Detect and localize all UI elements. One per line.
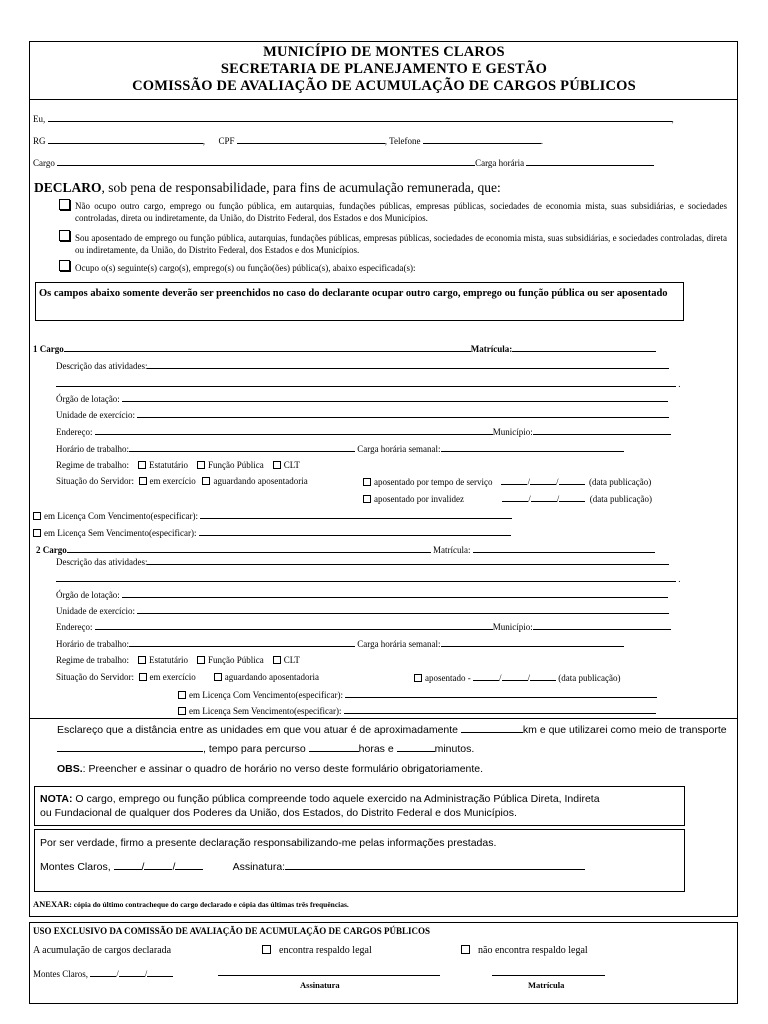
transport-field[interactable] xyxy=(57,743,203,752)
commission-no-checkbox[interactable] xyxy=(461,945,470,954)
cargo1-licenca-sem-checkbox[interactable] xyxy=(33,529,41,537)
cargo2-orgao-label: Órgão de lotação: xyxy=(56,590,120,600)
anexar-line xyxy=(33,899,349,910)
cargo2-municipio-field[interactable] xyxy=(533,621,671,630)
commission-matricula-line[interactable] xyxy=(492,967,605,976)
cargo2-licenca-sem-checkbox[interactable] xyxy=(178,707,186,715)
cargo2-horario-label: Horário de trabalho: xyxy=(56,639,129,649)
cargo2-aposentado-label: aposentado - xyxy=(425,673,471,683)
cargo1-licenca-com-label: em Licença Com Vencimento(especificar): xyxy=(44,511,199,521)
cargo2-exercicio-checkbox[interactable] xyxy=(139,673,147,681)
cargo1-carga-label: Carga horária semanal: xyxy=(357,444,441,454)
nota-text1: O cargo, emprego ou função pública compreende todo aquele exercido na Administração Pública Direta, Indireta xyxy=(72,793,600,805)
distance-part3: , tempo para percurso xyxy=(203,743,306,755)
cargo-field[interactable] xyxy=(57,157,475,166)
cargo2-descricao-field[interactable] xyxy=(147,556,669,565)
cargo2-descricao-field2[interactable] xyxy=(56,573,676,582)
telefone-label: Telefone xyxy=(389,136,421,146)
option3-text: Ocupo o(s) seguinte(s) cargo(s), emprego(s) ou função(ões) pública(s), abaixo especificada(s): xyxy=(75,263,416,273)
cargo1-orgao-label: Órgão de lotação: xyxy=(56,394,120,404)
distance-part5: minutos. xyxy=(434,743,475,755)
commission-day[interactable] xyxy=(90,968,116,977)
cargo2-carga-label: Carga horária semanal: xyxy=(357,639,441,649)
rg-label: RG xyxy=(33,136,46,146)
cargo1-exercicio-checkbox[interactable] xyxy=(139,477,147,485)
cargo2-orgao-row xyxy=(56,589,668,601)
commission-signature-line[interactable] xyxy=(218,967,440,976)
signature-row: Montes Claros, / / Assinatura: xyxy=(40,861,585,874)
cargo2-matricula-field[interactable] xyxy=(473,544,655,553)
option2-checkbox[interactable] xyxy=(59,230,70,241)
option3-checkbox[interactable] xyxy=(59,260,70,271)
cargo1-aguardando-checkbox[interactable] xyxy=(202,477,210,485)
cargo1-municipio-label: Município: xyxy=(492,427,533,437)
declaro-line xyxy=(34,180,501,196)
cargo2-unidade-field[interactable] xyxy=(137,605,669,614)
commission-no-label: não encontra respaldo legal xyxy=(478,945,588,956)
cargo1-endereco-row xyxy=(56,426,671,438)
cargo1-licenca-com-field[interactable] xyxy=(200,510,512,519)
cargo1-estatutario-checkbox[interactable] xyxy=(138,461,146,469)
cargo2-municipio-label: Município: xyxy=(492,622,533,632)
cargo1-endereco-field[interactable] xyxy=(95,426,493,435)
cargo1-licenca-sem-row xyxy=(33,527,511,539)
cargo2-aposentado-month[interactable] xyxy=(502,672,528,681)
cargo2-row xyxy=(36,544,655,556)
cargo1-clt-checkbox[interactable] xyxy=(273,461,281,469)
header-divider xyxy=(29,99,738,100)
nota-label: NOTA: xyxy=(40,793,73,805)
commission-assinatura-label: Assinatura xyxy=(300,980,340,990)
cargo2-funcao-label: Função Pública xyxy=(207,655,264,665)
cargo2-regime-label: Regime de trabalho: xyxy=(56,655,129,665)
cargo1-invalidez-checkbox[interactable] xyxy=(363,495,371,503)
obs-label: OBS. xyxy=(57,763,83,775)
distance-part2: km e que utilizarei como meio de transporte xyxy=(522,724,727,736)
cargo2-licenca-sem-label: em Licença Sem Vencimento(especificar): xyxy=(189,706,342,716)
cargo2-aposentado-data-label: (data publicação) xyxy=(558,673,621,683)
obs-line xyxy=(57,763,483,776)
cargo2-estatutario-label: Estatutário xyxy=(148,655,188,665)
signature-field[interactable] xyxy=(285,861,585,870)
cargo1-licenca-sem-field[interactable] xyxy=(199,527,511,536)
cargo1-situacao-label: Situação do Servidor: xyxy=(56,476,134,486)
cargo1-invalidez-data-label: (data publicação) xyxy=(589,494,652,504)
cargo2-descricao-row2: . xyxy=(56,573,681,585)
cargo2-matricula-label: Matrícula: xyxy=(433,545,471,555)
cargo1-regime-label: Regime de trabalho: xyxy=(56,460,129,470)
cargo1-orgao-row xyxy=(56,393,668,405)
commission-row xyxy=(33,945,171,957)
signature-assinatura-label: Assinatura: xyxy=(232,861,286,873)
cargo1-invalidez-month[interactable] xyxy=(531,493,557,502)
cargo1-licenca-com-row xyxy=(33,510,512,522)
cargo2-funcao-checkbox[interactable] xyxy=(197,656,205,664)
cargo1-invalidez-year[interactable] xyxy=(559,493,585,502)
rg-field[interactable] xyxy=(48,135,203,144)
cargo1-clt-label: CLT xyxy=(283,460,300,470)
cargo2-estatutario-checkbox[interactable] xyxy=(138,656,146,664)
eu-row: Eu, , xyxy=(33,114,674,124)
signature-text: Por ser verdade, firmo a presente declaração responsabilizando-me pelas informações prestadas. xyxy=(40,837,497,849)
cargo2-situacao-label: Situação do Servidor: xyxy=(56,672,134,682)
cargo1-funcao-checkbox[interactable] xyxy=(197,461,205,469)
cargo1-invalidez-day[interactable] xyxy=(502,493,528,502)
cargo2-clt-label: CLT xyxy=(283,655,300,665)
commission-no-option xyxy=(461,945,588,957)
signature-year[interactable] xyxy=(175,861,203,870)
header-secretariat: SECRETARIA DE PLANEJAMENTO E GESTÃO xyxy=(220,61,548,77)
distance-line2 xyxy=(57,743,474,756)
cargo1-funcao-label: Função Pública xyxy=(207,460,264,470)
distance-line1 xyxy=(57,724,727,737)
cargo2-unidade-label: Unidade de exercício: xyxy=(56,606,135,616)
cargo1-horario-field[interactable] xyxy=(129,443,355,452)
cargo2-aguardando-label: aguardando aposentadoria xyxy=(224,672,319,682)
cargo1-municipio-field[interactable] xyxy=(533,426,671,435)
cargo1-tempo-month[interactable] xyxy=(530,476,556,485)
cargo1-descricao-label: Descrição das atividades: xyxy=(56,361,148,371)
cargo1-tempo-data-label: (data publicação) xyxy=(589,477,652,487)
document-row: RG , CPF , Telefone . xyxy=(33,136,543,146)
minutes-field[interactable] xyxy=(397,743,435,752)
cargo2-horario-row xyxy=(56,638,624,650)
cargo2-endereco-row xyxy=(56,621,671,633)
commission-yes-checkbox[interactable] xyxy=(262,945,271,954)
cargo1-orgao-field[interactable] xyxy=(122,393,668,402)
distance-part1: Esclareço que a distância entre as unidades em que vou atuar é de aproximadamente xyxy=(57,724,458,736)
commission-yes-label: encontra respaldo legal xyxy=(279,945,372,956)
declaro-text: , sob pena de responsabilidade, para fins de acumulação remunerada, que: xyxy=(101,180,501,195)
signature-day[interactable] xyxy=(114,861,142,870)
cargo1-matricula-label: Matrícula: xyxy=(470,344,513,354)
cargo1-descricao-field[interactable] xyxy=(147,360,669,369)
cargo1-invalidez-row: aposentado por invalidez / / (data publicação) xyxy=(363,493,652,505)
cargo1-descricao-row xyxy=(56,360,669,372)
header-commission: COMISSÃO DE AVALIAÇÃO DE ACUMULAÇÃO DE CARGOS PÚBLICOS xyxy=(132,78,636,94)
carga-horaria-label: Carga horária xyxy=(475,158,525,168)
section-divider xyxy=(29,718,738,719)
cargo2-aposentado-day[interactable] xyxy=(473,672,499,681)
cargo1-invalidez-label: aposentado por invalidez xyxy=(374,494,464,504)
cargo2-aposentado-checkbox[interactable] xyxy=(414,674,422,682)
header-municipality: MUNICÍPIO DE MONTES CLAROS xyxy=(263,44,505,60)
cargo1-situacao-row xyxy=(56,476,308,487)
distance-part4: horas e xyxy=(358,743,394,755)
signature-city: Montes Claros, xyxy=(40,861,111,873)
anexar-text: : cópia do último contracheque do cargo declarado e cópia das últimas três frequências. xyxy=(69,900,349,909)
notice-text: Os campos abaixo somente deverão ser preenchidos no caso do declarante ocupar outro cargo, emprego ou função pública ou ser aposentado xyxy=(39,288,668,299)
obs-text: : Preencher e assinar o quadro de horário no verso deste formulário obrigatoriamente. xyxy=(82,763,484,775)
cargo1-unidade-field[interactable] xyxy=(137,409,669,418)
cargo2-licenca-sem-row xyxy=(178,705,656,717)
anexar-label: ANEXAR xyxy=(33,899,70,909)
cargo2-unidade-row xyxy=(56,605,669,617)
cargo1-tempo-checkbox[interactable] xyxy=(363,478,371,486)
commission-date-row: Montes Claros, / / xyxy=(33,968,173,980)
nota-line1 xyxy=(40,792,600,807)
cargo2-licenca-com-checkbox[interactable] xyxy=(178,691,186,699)
cargo2-endereco-field[interactable] xyxy=(95,621,493,630)
cargo1-tempo-label: aposentado por tempo de serviço xyxy=(374,477,493,487)
commission-title: USO EXCLUSIVO DA COMISSÃO DE AVALIAÇÃO DE ACUMULAÇÃO DE CARGOS PÚBLICOS xyxy=(33,926,431,936)
commission-accumulation: A acumulação de cargos declarada xyxy=(33,945,172,956)
hours-field[interactable] xyxy=(309,743,359,752)
nota-line2: ou Fundacional de qualquer dos Poderes da União, dos Estados, do Distrito Federal e dos Municípios. xyxy=(40,807,517,819)
cargo2-descricao-row xyxy=(56,556,669,568)
cargo1-endereco-label: Endereço: xyxy=(56,427,93,437)
commission-month[interactable] xyxy=(119,968,145,977)
option1-text: Não ocupo outro cargo, emprego ou função pública, em autarquias, fundações públicas, empresas públicas, sociedades de economia mista, suas subsidiárias, e sociedades controladas, direta ou indiretamente, da União, do Distrito Federal, dos Estados e dos Municípios. xyxy=(75,201,727,223)
cargo2-aposentado-row: aposentado - / / (data publicação) xyxy=(414,672,620,684)
cargo2-carga-field[interactable] xyxy=(441,638,624,647)
cargo2-exercicio-label: em exercício xyxy=(149,672,196,682)
cargo1-licenca-com-checkbox[interactable] xyxy=(33,512,41,520)
cargo2-descricao-label: Descrição das atividades: xyxy=(56,557,148,567)
cargo2-situacao-row xyxy=(56,672,319,683)
cargo-label: Cargo xyxy=(33,158,55,168)
cargo2-horario-field[interactable] xyxy=(129,638,355,647)
cargo1-carga-field[interactable] xyxy=(441,443,624,452)
distance-km-field[interactable] xyxy=(461,724,523,733)
cargo1-licenca-sem-label: em Licença Sem Vencimento(especificar): xyxy=(44,528,197,538)
name-field[interactable] xyxy=(48,113,672,122)
cpf-label: CPF xyxy=(218,136,235,146)
cargo2-licenca-sem-field[interactable] xyxy=(344,705,656,714)
cargo1-unidade-label: Unidade de exercício: xyxy=(56,410,135,420)
eu-label: Eu, xyxy=(33,114,46,124)
cargo1-unidade-row xyxy=(56,409,669,421)
cargo1-tempo-day[interactable] xyxy=(501,476,527,485)
cargo2-orgao-field[interactable] xyxy=(122,589,668,598)
cargo2-clt-checkbox[interactable] xyxy=(273,656,281,664)
cargo1-horario-row xyxy=(56,443,624,455)
cargo2-aguardando-checkbox[interactable] xyxy=(214,673,222,681)
cargo1-regime-row xyxy=(56,460,300,471)
commission-city: Montes Claros, xyxy=(33,969,88,979)
cargo2-aposentado-year[interactable] xyxy=(530,672,556,681)
commission-year[interactable] xyxy=(147,968,173,977)
signature-month[interactable] xyxy=(144,861,172,870)
cargo1-tempo-year[interactable] xyxy=(559,476,585,485)
cargo2-field[interactable] xyxy=(67,544,431,553)
cargo1-descricao-field2[interactable] xyxy=(56,378,676,387)
cargo1-row xyxy=(33,343,656,355)
cargo1-aguardando-label: aguardando aposentadoria xyxy=(213,476,308,486)
cargo1-tempo-row: aposentado por tempo de serviço / / (data publicação) xyxy=(363,476,651,488)
option1-checkbox[interactable] xyxy=(59,199,70,210)
cargo1-exercicio-label: em exercício xyxy=(149,476,196,486)
cpf-field[interactable] xyxy=(237,135,385,144)
cargo1-estatutario-label: Estatutário xyxy=(148,460,188,470)
cargo2-label: 2 Cargo xyxy=(36,545,67,555)
telefone-field[interactable] xyxy=(423,135,541,144)
cargo2-licenca-com-row xyxy=(178,689,657,701)
cargo1-descricao-row2: . xyxy=(56,378,681,390)
cargo2-licenca-com-label: em Licença Com Vencimento(especificar): xyxy=(189,690,344,700)
cargo2-regime-row xyxy=(56,655,300,666)
cargo1-label: 1 Cargo xyxy=(33,344,64,354)
commission-matricula-label: Matrícula xyxy=(528,980,565,990)
option2-text: Sou aposentado de emprego ou função pública, autarquias, fundações públicas, empresas públicas, sociedades de economia mista, suas subsidiárias, e sociedades controladas, direta ou indiretamente, da União, do Distrito Federal, dos Estados e dos Municípios. xyxy=(75,233,727,255)
cargo1-field[interactable] xyxy=(64,343,471,352)
carga-horaria-field[interactable] xyxy=(526,157,654,166)
cargo2-endereco-label: Endereço: xyxy=(56,622,93,632)
commission-yes-option xyxy=(262,945,372,957)
declaro-word: DECLARO xyxy=(34,180,102,195)
cargo1-horario-label: Horário de trabalho: xyxy=(56,444,129,454)
cargo1-matricula-field[interactable] xyxy=(512,343,656,352)
cargo-row xyxy=(33,157,654,169)
cargo2-licenca-com-field[interactable] xyxy=(345,689,657,698)
